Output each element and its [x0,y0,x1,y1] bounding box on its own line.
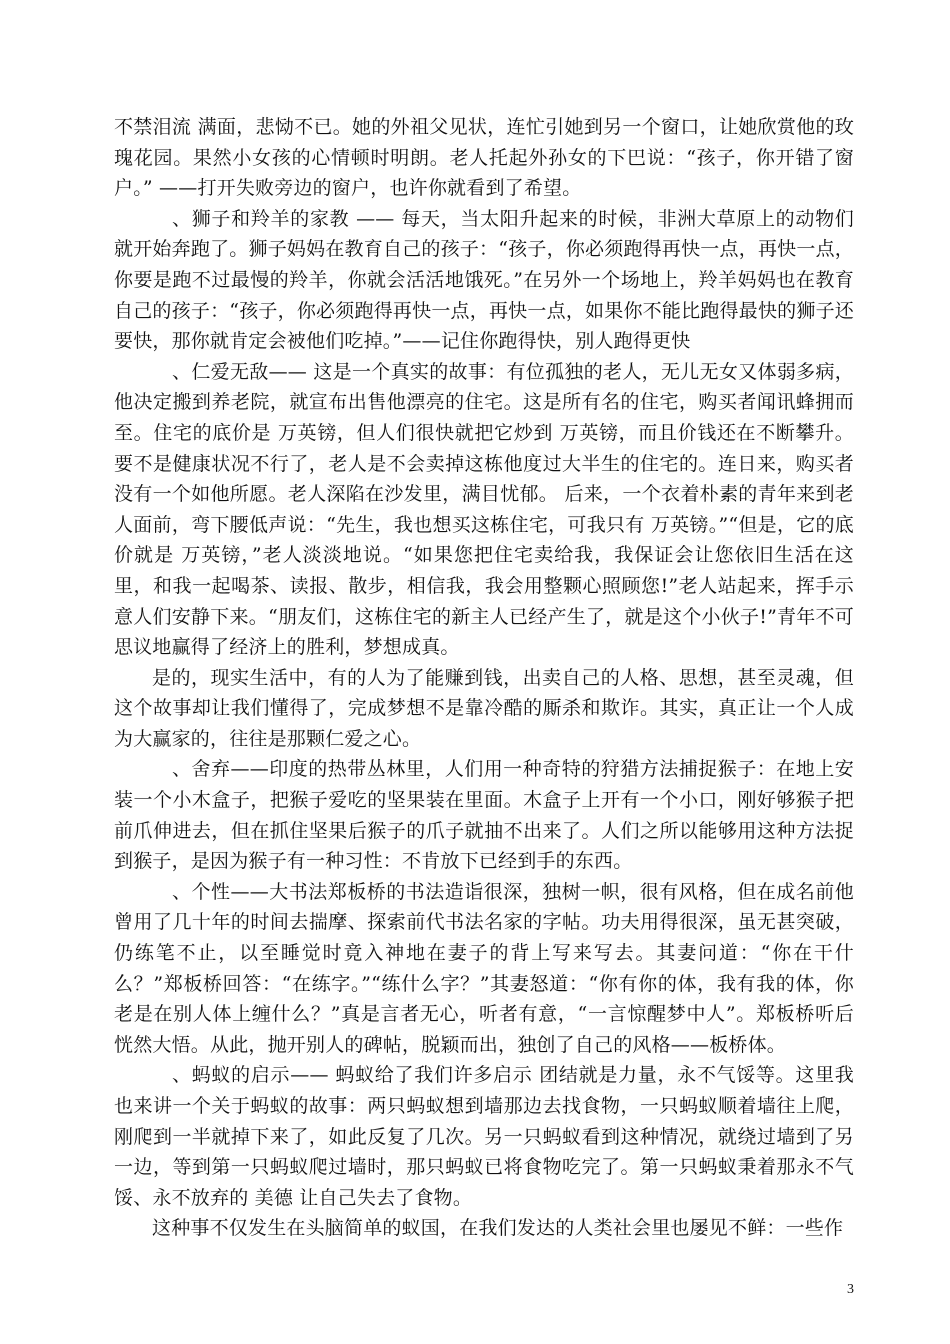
body-text [114,112,854,1244]
paragraph-continuation: 不禁泪流 满面，悲恸不已。她的外祖父见状，连忙引她到另一个窗口，让她欣赏他的玫瑰花园。果然小女孩的心情顿时明朗。老人托起外孙女的下巴说：“孩子，你开错了窗户。” ——打开失败旁边的窗户，也许你就看到了希望。 [114,116,854,200]
paragraph-human-society: 这种事不仅发生在头脑简单的蚁国，在我们发达的人类社会里也屡见不鲜：一些作 [152,1217,844,1240]
paragraph-lion-antelope: 、狮子和羚羊的家教 —— 每天，当太阳升起来的时候，非洲大草原上的动物们就开始奔跑了。狮子妈妈在教育自己的孩子：“孩子，你必须跑得再快一点，再快一点，你要是跑不过最慢的羚羊，你就会活活地饿死。”在另外一个场地上，羚羊妈妈也在教育自己的孩子：“孩子，你必须跑得再快一点，再快一点，如果你不能比跑得最快的狮子还要快，那你就肯定会被他们吃掉。”——记住你跑得快，别人跑得更快 [114,207,854,353]
paragraph-individuality: 、个性——大书法郑板桥的书法造诣很深，独树一帜，很有风格，但在成名前他曾用了几十年的时间去揣摩、探索前代书法名家的字帖。功夫用得很深，虽无甚突破，仍练笔不止，以至睡觉时竟入神地在妻子的背上写来写去。其妻问道：“你在干什么？”郑板桥回答：“在练字。”“练什么字？”其妻怒道：“你有你的体，我有我的体，你老是在别人体上缠什么？”真是言者无心，听者有意，“一言惊醒梦中人”。郑板桥听后恍然大悟。从此，抛开别人的碑帖，脱颖而出，独创了自己的风格——板桥体。 [114,880,854,1056]
paragraph-reflection: 是的，现实生活中，有的人为了能赚到钱，出卖自己的人格、思想，甚至灵魂，但这个故事却让我们懂得了，完成梦想不是靠冷酷的厮杀和欺诈。其实，真正让一个人成为大赢家的，往往是那颗仁爱之心。 [114,666,854,750]
page-number: 3 [847,1282,854,1297]
paragraph-benevolence: 、仁爱无敌—— 这是一个真实的故事：有位孤独的老人，无儿无女又体弱多病，他决定搬到养老院，就宣布出售他漂亮的住宅。这是所有名的住宅，购买者闻讯蜂拥而至。住宅的底价是 万英镑，但人们很快就把它炒到 万英镑，而且价钱还在不断攀升。要不是健康状况不行了，老人是不会卖掉这栋他度过大半生的住宅的。连日来，购买者没有一个如他所愿。老人深陷在沙发里，满目忧郁。 后来，一个衣着朴素的青年来到老人面前，弯下腰低声说：“先生，我也想买这栋住宅，可我只有 万英镑。”“但是，它的底价就是 万英镑，”老人淡淡地说。“如果您把住宅卖给我，我保证会让您依旧生活在这里，和我一起喝茶、读报、散步，相信我，我会用整颗心照顾您!”老人站起来，挥手示意人们安静下来。“朋友们，这栋住宅的新主人已经产生了，就是这个小伙子!”青年不可思议地赢得了经济上的胜利，梦想成真。 [114,360,854,659]
paragraph-letting-go: 、舍弃——印度的热带丛林里，人们用一种奇特的狩猎方法捕捉猴子：在地上安装一个小木盒子，把猴子爱吃的坚果装在里面。木盒子上开有一个小口，刚好够猴子把前爪伸进去，但在抓住坚果后猴子的爪子就抽不出来了。人们之所以能够用这种方法捉到猴子，是因为猴子有一种习性：不肯放下已经到手的东西。 [114,758,854,873]
paragraph-ant-lesson: 、蚂蚁的启示—— 蚂蚁给了我们许多启示 团结就是力量，永不气馁等。这里我也来讲一个关于蚂蚁的故事：两只蚂蚁想到墙那边去找食物，一只蚂蚁顺着墙往上爬，刚爬到一半就掉下来了，如此反复了几次。另一只蚂蚁看到这种情况，就绕过墙到了另一边，等到第一只蚂蚁爬过墙时，那只蚂蚁已将食物吃完了。第一只蚂蚁秉着那永不气馁、永不放弃的 美德 让自己失去了食物。 [114,1064,854,1209]
